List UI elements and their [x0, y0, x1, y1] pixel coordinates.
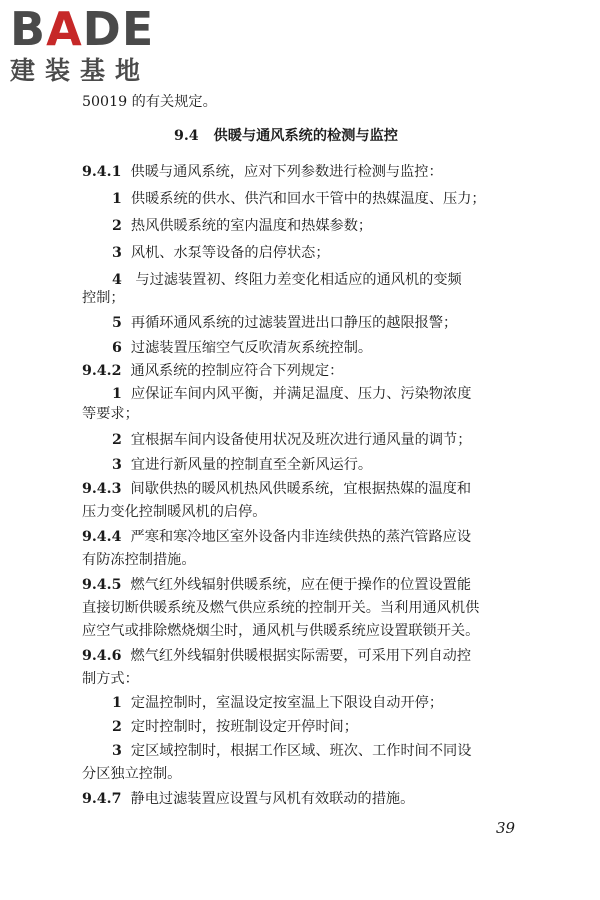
clause-9-4-6: 9.4.6 燃气红外线辐射供暖根据实际需要，可采用下列自动控 — [82, 648, 472, 664]
list-item: 2 定时控制时，按班制设定开停时间； — [112, 719, 358, 735]
list-item: 5 再循环通风系统的过滤装置进出口静压的越限报警； — [112, 315, 458, 331]
list-item: 1 应保证车间内风平衡，并满足温度、压力、污染物浓度 — [112, 386, 472, 402]
clause-9-4-7: 9.4.7 静电过滤装置应设置与风机有效联动的措施。 — [82, 791, 415, 807]
list-item: 3 宜进行新风量的控制直至全新风运行。 — [112, 457, 373, 473]
clause-9-4-5: 9.4.5 燃气红外线辐射供暖系统，应在便于操作的位置设置能 — [82, 577, 472, 593]
list-item: 1 供暖系统的供水、供汽和回水干管中的热媒温度、压力； — [112, 191, 486, 207]
clause-9-4-4: 9.4.4 严寒和寒冷地区室外设备内非连续供热的蒸汽管路应设 — [82, 529, 472, 545]
list-item: 2 热风供暖系统的室内温度和热媒参数； — [112, 218, 373, 234]
clause-continuation: 压力变化控制暖风机的启停。 — [82, 504, 267, 520]
clause-continuation: 应空气或排除燃烧烟尘时，通风机与供暖系统应设置联锁开关。 — [82, 623, 480, 639]
logo-wordmark: BADE — [10, 2, 155, 56]
list-item: 4 与过滤装置初、终阻力差变化相适应的通风机的变频 — [112, 272, 462, 288]
continuation-text: 50019 的有关规定。 — [82, 94, 217, 110]
logo-subtitle: 建装基地 — [10, 56, 151, 85]
section-heading — [174, 126, 398, 146]
clause-continuation: 有防冻控制措施。 — [82, 552, 196, 568]
section-number: 9.4 — [174, 128, 199, 144]
clause-9-4-2: 9.4.2 通风系统的控制应符合下列规定： — [82, 363, 344, 379]
list-item: 2 宜根据车间内设备使用状况及班次进行通风量的调节； — [112, 432, 472, 448]
list-item: 6 过滤装置压缩空气反吹清灰系统控制。 — [112, 340, 373, 356]
section-title: 供暖与通风系统的检测与监控 — [213, 128, 398, 144]
clause-continuation: 直接切断供暖系统及燃气供应系统的控制开关。当利用通风机供 — [82, 600, 480, 616]
list-item-continuation: 控制； — [82, 290, 125, 306]
list-item-continuation: 等要求； — [82, 406, 139, 422]
page-number: 39 — [496, 819, 516, 837]
clause-9-4-1: 9.4.1 供暖与通风系统，应对下列参数进行检测与监控： — [82, 164, 443, 180]
list-item: 1 定温控制时，室温设定按室温上下限设自动开停； — [112, 695, 444, 711]
clause-9-4-3: 9.4.3 间歇供热的暖风机热风供暖系统，宜根据热媒的温度和 — [82, 481, 472, 497]
clause-continuation: 制方式： — [82, 671, 139, 687]
brand-logo — [8, 4, 178, 88]
list-item: 3 风机、水泵等设备的启停状态； — [112, 245, 330, 261]
list-item-continuation: 分区独立控制。 — [82, 766, 182, 782]
list-item: 3 定区域控制时，根据工作区域、班次、工作时间不同设 — [112, 743, 472, 759]
